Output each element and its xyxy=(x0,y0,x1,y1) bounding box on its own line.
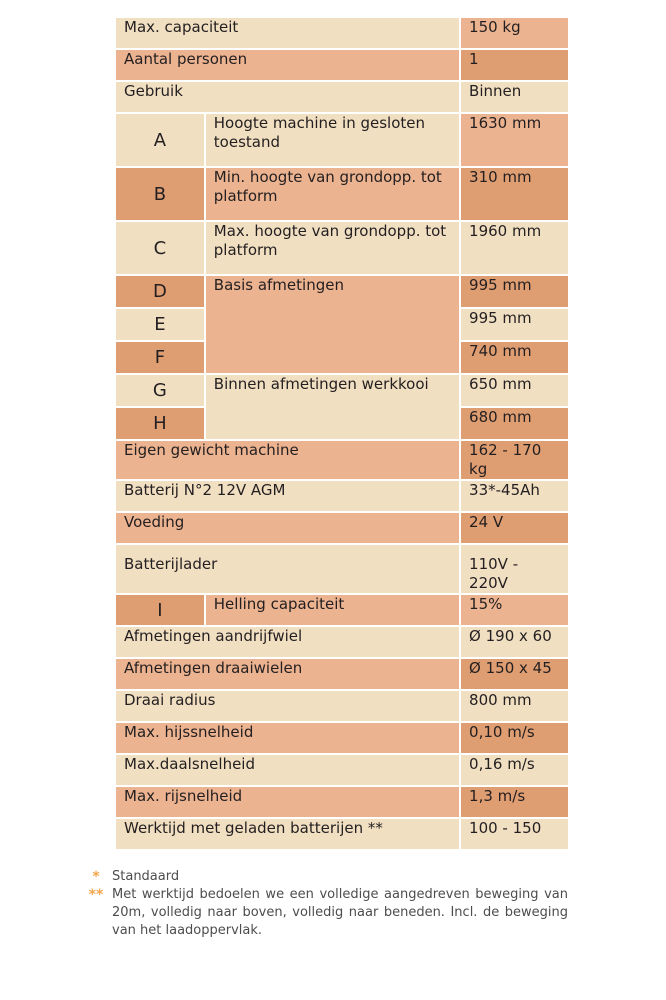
value-cell: 680 mm xyxy=(461,408,568,439)
row-werktijd xyxy=(116,819,568,849)
letter-cell: F xyxy=(116,342,204,373)
value-cell: 110V - 220V xyxy=(461,545,568,593)
value-cell: 24 V xyxy=(461,513,568,543)
row-aantal-personen xyxy=(116,50,568,80)
label-cell: Batterijlader xyxy=(116,545,459,593)
row-draai-radius xyxy=(116,691,568,721)
asterisk-icon: * xyxy=(92,869,100,885)
value-cell: 0,10 m/s xyxy=(461,723,568,753)
value-cell: 310 mm xyxy=(461,168,568,220)
footnote xyxy=(80,868,568,886)
letter-cell: B xyxy=(116,168,204,220)
row-b xyxy=(116,168,568,220)
label-cell: Afmetingen draaiwielen xyxy=(116,659,459,689)
footnote-text: Standaard xyxy=(112,869,180,884)
label-cell: Min. hoogte van grondopp. tot platform xyxy=(206,168,459,220)
value-cell: 1,3 m/s xyxy=(461,787,568,817)
row-eigen-gewicht xyxy=(116,441,568,479)
row-aandrijfwiel xyxy=(116,627,568,657)
value-cell: 0,16 m/s xyxy=(461,755,568,785)
letter-cell: D xyxy=(116,276,204,307)
label-cell: Binnen afmetingen werkkooi xyxy=(206,375,459,439)
value-cell: 100 - 150 xyxy=(461,819,568,849)
label-cell: Max. rijsnelheid xyxy=(116,787,459,817)
label-cell: Hoogte machine in gesloten toestand xyxy=(206,114,459,166)
row-rijsnelheid xyxy=(116,787,568,817)
footnote xyxy=(80,886,568,940)
value-cell: 995 mm xyxy=(461,276,568,307)
value-cell: 150 kg xyxy=(461,18,568,48)
label-cell: Draai radius xyxy=(116,691,459,721)
value-cell: Ø 190 x 60 xyxy=(461,627,568,657)
letter-cell: C xyxy=(116,222,204,274)
value-cell: 162 - 170 kg xyxy=(461,441,568,479)
double-asterisk-icon: ** xyxy=(88,887,104,903)
value-cell: 33*-45Ah xyxy=(461,481,568,511)
label-cell: Afmetingen aandrijfwiel xyxy=(116,627,459,657)
value-cell: 650 mm xyxy=(461,375,568,406)
row-batterij xyxy=(116,481,568,511)
label-cell: Gebruik xyxy=(116,82,459,112)
label-cell: Basis afmetingen xyxy=(206,276,459,373)
letter-cell: I xyxy=(116,595,204,625)
value-cell: 1 xyxy=(461,50,568,80)
row-batterijlader xyxy=(116,545,568,593)
label-cell: Max. capaciteit xyxy=(116,18,459,48)
label-cell: Max.daalsnelheid xyxy=(116,755,459,785)
row-hijssnelheid xyxy=(116,723,568,753)
row-gebruik xyxy=(116,82,568,112)
row-d xyxy=(116,276,568,307)
label-cell: Max. hijssnelheid xyxy=(116,723,459,753)
row-c xyxy=(116,222,568,274)
label-cell: Eigen gewicht machine xyxy=(116,441,459,479)
row-helling xyxy=(116,595,568,625)
label-cell: Batterij N°2 12V AGM xyxy=(116,481,459,511)
label-cell: Werktijd met geladen batterijen ** xyxy=(116,819,459,849)
value-cell: 995 mm xyxy=(461,309,568,340)
value-cell: 740 mm xyxy=(461,342,568,373)
letter-cell: H xyxy=(116,408,204,439)
label-cell: Helling capaciteit xyxy=(206,595,459,625)
value-cell: 1630 mm xyxy=(461,114,568,166)
value-cell: Binnen xyxy=(461,82,568,112)
value-cell: 800 mm xyxy=(461,691,568,721)
row-draaiwielen xyxy=(116,659,568,689)
specification-table xyxy=(114,16,570,851)
value-cell: 15% xyxy=(461,595,568,625)
value-cell: Ø 150 x 45 xyxy=(461,659,568,689)
value-cell: 1960 mm xyxy=(461,222,568,274)
letter-cell: A xyxy=(116,114,204,166)
row-voeding xyxy=(116,513,568,543)
letter-cell: G xyxy=(116,375,204,406)
label-cell: Max. hoogte van grondopp. tot platform xyxy=(206,222,459,274)
row-a xyxy=(116,114,568,166)
label-cell: Aantal personen xyxy=(116,50,459,80)
footnote-text: Met werktijd bedoelen we een volledige aangedreven beweging van 20m, volledig naar boven, volledig naar beneden. Incl. de beweging van het laadoppervlak. xyxy=(112,887,568,938)
row-daalsnelheid xyxy=(116,755,568,785)
row-max-capaciteit xyxy=(116,18,568,48)
label-cell: Voeding xyxy=(116,513,459,543)
footnotes xyxy=(80,868,568,940)
row-g xyxy=(116,375,568,406)
letter-cell: E xyxy=(116,309,204,340)
